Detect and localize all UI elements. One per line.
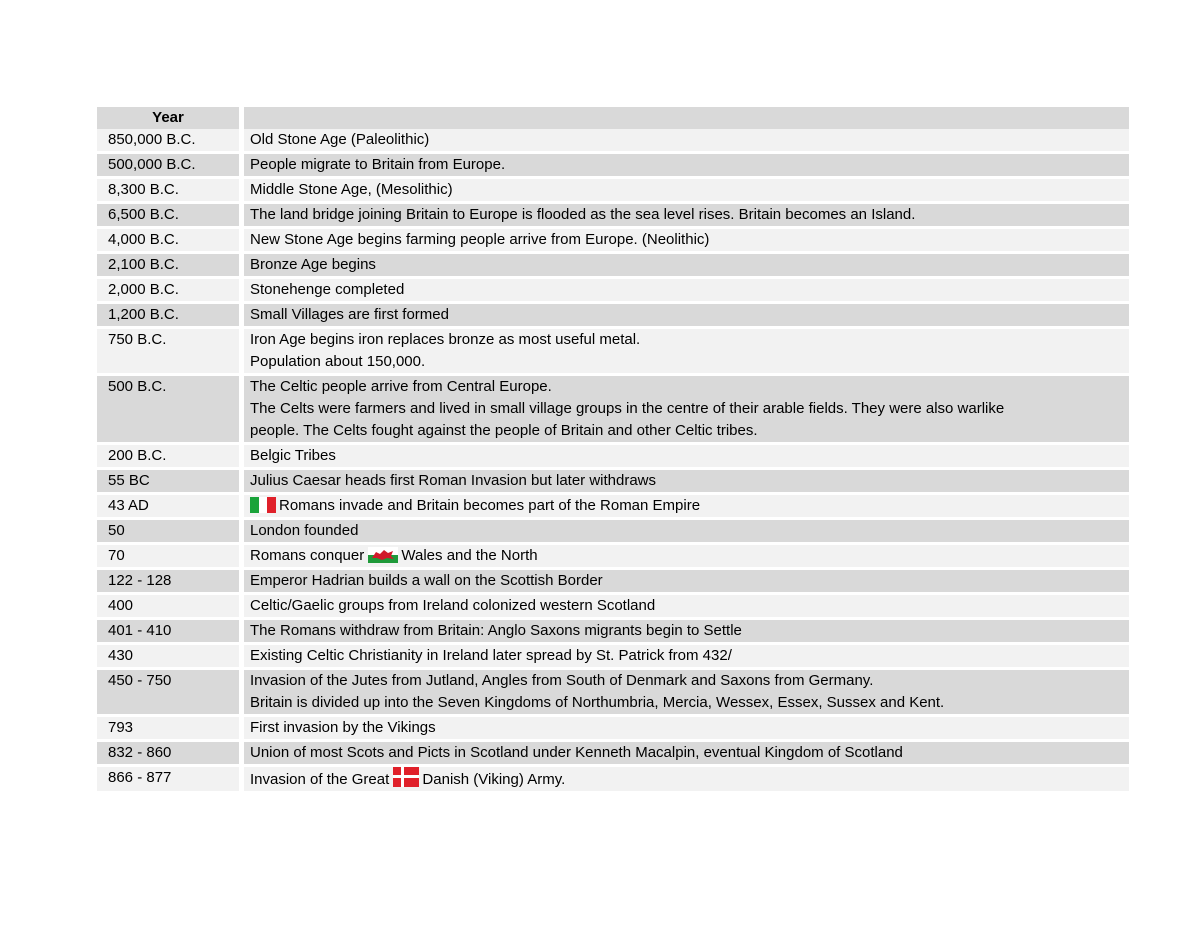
event-cell	[244, 742, 1129, 764]
event-cell	[244, 495, 1129, 517]
event-cell	[244, 595, 1129, 617]
year-cell: 122 - 128	[97, 570, 239, 592]
table-row	[97, 329, 1129, 373]
year-cell: 500,000 B.C.	[97, 154, 239, 176]
table-row	[97, 470, 1129, 492]
year-cell: 2,000 B.C.	[97, 279, 239, 301]
event-cell	[244, 717, 1129, 739]
table-row	[97, 520, 1129, 542]
header-event	[244, 107, 1129, 129]
event-text-with-flag	[250, 545, 1129, 567]
event-cell	[244, 445, 1129, 467]
event-cell	[244, 620, 1129, 642]
table-row	[97, 229, 1129, 251]
year-cell: 6,500 B.C.	[97, 204, 239, 226]
table-row	[97, 670, 1129, 714]
event-text: Julius Caesar heads first Roman Invasion but later withdraws	[250, 472, 657, 489]
year-cell: 2,100 B.C.	[97, 254, 239, 276]
event-text: Middle Stone Age, (Mesolithic)	[250, 181, 453, 198]
year-cell: 866 - 877	[97, 767, 239, 791]
event-text: People migrate to Britain from Europe.	[250, 156, 506, 173]
event-cell	[244, 204, 1129, 226]
event-text: Belgic Tribes	[250, 447, 336, 464]
event-text: Small Villages are first formed	[250, 306, 449, 323]
table-row	[97, 204, 1129, 226]
event-text: Old Stone Age (Paleolithic)	[250, 131, 430, 148]
event-text: Emperor Hadrian builds a wall on the Scottish Border	[250, 572, 603, 589]
event-cell	[244, 545, 1129, 567]
table-row	[97, 645, 1129, 667]
year-cell: 832 - 860	[97, 742, 239, 764]
event-text: The Romans withdraw from Britain: Anglo Saxons migrants begin to Settle	[250, 622, 742, 639]
event-cell	[244, 670, 1129, 714]
event-text: Stonehenge completed	[250, 281, 405, 298]
table-row	[97, 179, 1129, 201]
table-row	[97, 445, 1129, 467]
event-text-before-flag: Romans conquer	[250, 547, 369, 564]
event-cell	[244, 570, 1129, 592]
year-cell: 430	[97, 645, 239, 667]
event-cell	[244, 767, 1129, 791]
table-row	[97, 595, 1129, 617]
table-row	[97, 129, 1129, 151]
event-text: The Celtic people arrive from Central Europe.	[250, 378, 552, 395]
year-cell: 793	[97, 717, 239, 739]
table-row	[97, 545, 1129, 567]
event-text: The Celts were farmers and lived in small village groups in the centre of their arable fields. They were also warlike	[250, 400, 1005, 417]
event-text: First invasion by the Vikings	[250, 719, 436, 736]
timeline-table	[97, 107, 1129, 791]
year-cell: 1,200 B.C.	[97, 304, 239, 326]
table-row	[97, 154, 1129, 176]
event-text-with-flag	[250, 767, 1129, 791]
event-text: Bronze Age begins	[250, 256, 376, 273]
year-cell: 400	[97, 595, 239, 617]
table-row	[97, 620, 1129, 642]
event-text-with-flag	[250, 495, 1129, 517]
table-row	[97, 570, 1129, 592]
denmark-flag-icon	[393, 767, 419, 787]
event-cell	[244, 179, 1129, 201]
wales-flag-icon	[368, 547, 398, 563]
italy-flag-icon	[250, 497, 276, 513]
event-cell	[244, 229, 1129, 251]
year-cell: 500 B.C.	[97, 376, 239, 442]
table-row	[97, 254, 1129, 276]
event-cell	[244, 376, 1129, 442]
table-row	[97, 767, 1129, 791]
table-row	[97, 717, 1129, 739]
event-cell	[244, 154, 1129, 176]
table-header	[97, 107, 1129, 129]
year-cell: 70	[97, 545, 239, 567]
event-text: New Stone Age begins farming people arrive from Europe. (Neolithic)	[250, 231, 710, 248]
event-cell	[244, 304, 1129, 326]
event-cell	[244, 470, 1129, 492]
event-text: Iron Age begins iron replaces bronze as most useful metal.	[250, 331, 641, 348]
table-row	[97, 495, 1129, 517]
event-text: Population about 150,000.	[250, 353, 426, 370]
table-row	[97, 279, 1129, 301]
event-cell	[244, 279, 1129, 301]
year-cell: 450 - 750	[97, 670, 239, 714]
year-cell: 8,300 B.C.	[97, 179, 239, 201]
year-cell: 50	[97, 520, 239, 542]
year-cell: 43 AD	[97, 495, 239, 517]
table-row	[97, 304, 1129, 326]
event-cell	[244, 129, 1129, 151]
event-text: Existing Celtic Christianity in Ireland later spread by St. Patrick from 432/	[250, 647, 732, 664]
year-cell: 55 BC	[97, 470, 239, 492]
event-text: Britain is divided up into the Seven Kingdoms of Northumbria, Mercia, Wessex, Essex, Sussex and Kent.	[250, 694, 945, 711]
event-text: Invasion of the Jutes from Jutland, Angles from South of Denmark and Saxons from Germany.	[250, 672, 874, 689]
event-cell	[244, 254, 1129, 276]
event-cell	[244, 520, 1129, 542]
table-row	[97, 376, 1129, 442]
event-text: London founded	[250, 522, 359, 539]
event-text: The land bridge joining Britain to Europe is flooded as the sea level rises. Britain becomes an Island.	[250, 206, 916, 223]
event-text-after-flag: Wales and the North	[401, 547, 538, 564]
event-text: people. The Celts fought against the people of Britain and other Celtic tribes.	[250, 422, 758, 439]
year-cell: 401 - 410	[97, 620, 239, 642]
event-text: Union of most Scots and Picts in Scotland under Kenneth Macalpin, eventual Kingdom of Scotland	[250, 744, 903, 761]
year-cell: 750 B.C.	[97, 329, 239, 373]
event-cell	[244, 329, 1129, 373]
event-text-after-flag: Danish (Viking) Army.	[422, 771, 566, 788]
header-year: Year	[97, 107, 239, 129]
year-cell: 4,000 B.C.	[97, 229, 239, 251]
event-text-after-flag: Romans invade and Britain becomes part of the Roman Empire	[279, 497, 701, 514]
event-text-before-flag: Invasion of the Great	[250, 771, 394, 788]
year-cell: 200 B.C.	[97, 445, 239, 467]
year-cell: 850,000 B.C.	[97, 129, 239, 151]
event-text: Celtic/Gaelic groups from Ireland colonized western Scotland	[250, 597, 656, 614]
event-cell	[244, 645, 1129, 667]
table-row	[97, 742, 1129, 764]
